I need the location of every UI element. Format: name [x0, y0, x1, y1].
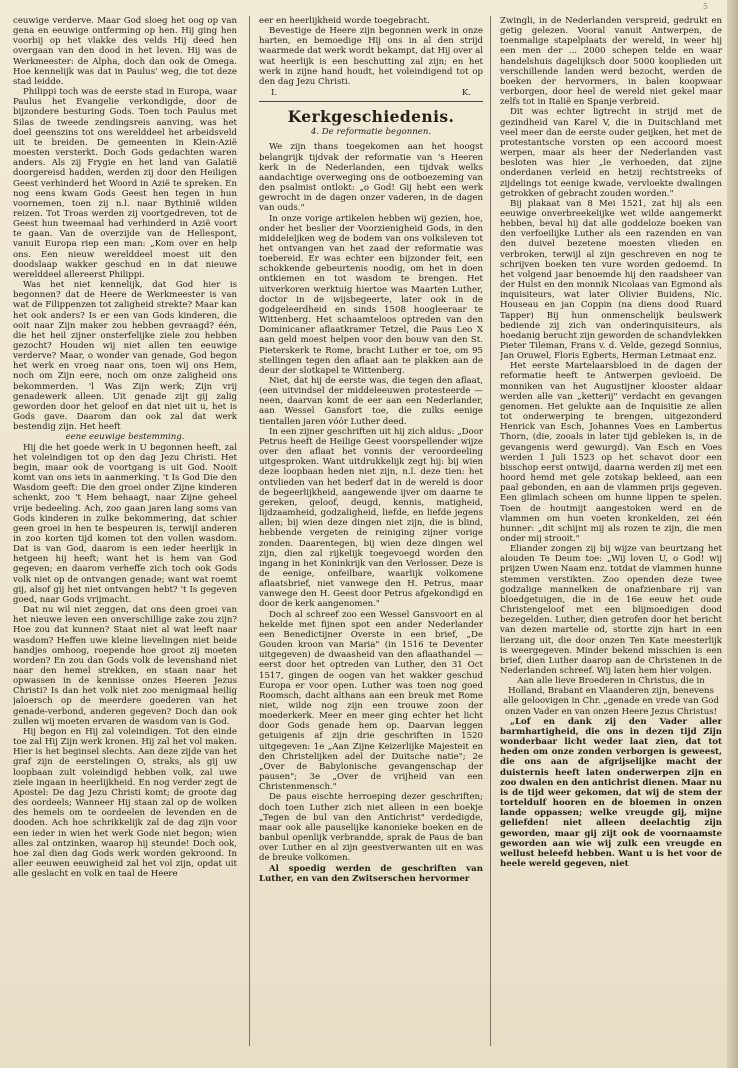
column-divider [249, 16, 250, 1046]
section-subheading: eene eeuwige bestemming. [65, 432, 185, 443]
page-mark: 5 [702, 2, 708, 11]
paragraph: Het eerste Martelaarsbloed in de dagen der reformatie heeft te Antwerpen gevloeid. De monniken van het Augustijner klooster aldaar werden alle van „ketterij" verdacht en gevangen genomen. Het gelukte aan de Inquisitie ze allen tot onderwerping te brengen, uitgezonderd Henrick van Esch, Johannes Voes en Lambertus Thorn, (die, zooals in later tijd gebleken is, in de gevangenis werd gewurgd). Van Esch en Voes werden 1 Juli 1523 op het schavot door een bisschop eerst ontwijd, daarna werden zij met een hoord hemd met gele zotskap bekleed, aan een paal gebonden, en aan de vlammen prijs gegeven. Een glimlach scheen om hunne lippen te spelen. Toen de houtmijt aangestoken werd en de vlammen om hun voeten kronkelden, zei één hunner: „dit schijnt mij als rozen te zijn, die men onder mij strooit." [500, 361, 722, 544]
paragraph: Hij begon en Hij zal voleindigen. Tot den einde toe zal Hij Zijn werk kronen. Hij zal het vol maken. Hier is het beginsel slechts. Aan deze zijde van het graf zijn de eerstelingen O, straks, als gij uw loopbaan zult voleindigd hebben volk, zal uwe ziele ingaan in heerlijkheid. En nog verder zegt de Apostel: De dag Jezu Christi komt; de groote dag des oordeels; Wanneer Hij staan zal op de wolken des hemels om te oordeelen de levenden en de dooden. Ach hoe schrikkelijk zal de dag zijn voor een ieder in wien het werk Gode niet begon; wien alles zal ontzinken, waarop hij steunde! Doch ook, hoe zal dien dag Gods werk worden gekroond. In aller eeuwen eeuwigheid zal het vol zijn, opdat uit alle geslacht en volk en taal de Heere [13, 726, 237, 880]
column-left [13, 16, 237, 1056]
signature-initial-left: I. [271, 88, 278, 99]
column-divider [490, 16, 491, 1046]
paragraph: Dat nu wil niet zeggen, dat ons deen groei van het nieuwe leven een onverschillige zake zou zijn? Hoe zou dat kunnen? Staat niet al wat leeft naar wasdom? Heffen uwe kleine lievelingen niet beide handjes omhoog, roepende hoe groot zij moeten worden? En zou dan Gods volk de levenshand niet naar den hemel strekken, en staan naar het opwassen in de kennisse onzes Heeren Jezus Christi? Is dan het volk niet zoo menigmaal heilig jaloersch op de meerdere goederen van het genade-verbond, anderen gegeven? Doch dan ook zullen wij moeten ervaren de wasdom van is God. [13, 605, 237, 727]
paragraph: De paus eischte herroeping dezer geschriften; doch toen Luther zich niet alleen in een boekje „Tegen de bul van den Antichrist" verdedigde, maar ook alle pauselijke kanonieke boeken en de banbul openlijk verbrandde, sprak de Paus de ban over Luther en al zijn geestverwanten uit en was de breuke volkomen. [259, 792, 483, 864]
paragraph: We zijn thans toegekomen aan het hoogst belangrijk tijdvak der reformatie van 's Heeren kerk in de Nederlanden, een tijdvak welks aandachtige overweging ons de ootboezeming van den psalmist ontlokt: „o God! Gij hebt een werk gewrocht in de dagen onzer vaderen, in de dagen van ouds." [259, 142, 483, 214]
paragraph: Dit was echter ligtrecht in strijd met de gezindheid van Karel V, die in Duitschland met veel meer dan de eerste ouder geijken, het met de protestantsche vorsten op een accoord moest werpen, maar als heer der Nederlanden vast besloten was hier „le verhoeden, dat zijne onderdanen verleid en hetzij rechtstreeks of zijdelings tot eenige kwade, vervloekte dwalingen getrokken of gebracht zouden worden." [500, 107, 722, 199]
paragraph: Bij plakaat van 8 Mei 1521, zat hij als een eeuwige onverbreekelijke wet wilde aangemerkt hebben, beval hij dat alle goddeloze boeken van den verfoeilijke Luther als een razenden en van den duivel bezetene moesten vlieden en verbroken, terwijl al zijn geschreven en nog te schrijven boeken ten vure worden gedoemd. In het volgend jaar benoemde hij den raadsheer van der Hulst en den monnik Nicolaas van Egmond als inquisiteurs, wat later Olivier Buidens, Nic. Houseau en jan Coppin (na diens dood Ruard Tapper) Bij hun onmenschelijk beulswerk bediende zij zich van onderinquisiteurs, als hoedanig berucht zijn geworden de schandvlekken Pieter Tileman, Frans v. d. Velde, gezegd Sonnius, Jan Oruwel, Floris Egberts, Herman Letmaat enz. [500, 198, 722, 362]
paragraph: In een zijner geschriften uit hij zich aldus: „Door Petrus heeft de Heilige Geest voorspellender wijze over den aflaat het vonnis der veroordeeling uitgesproken. Want uitdrukkelijk zegt hij: bij wien deze loopbaan heden niet zijn, n.l. deze tien: het ontvlieden van het bederf dat in de wereld is door de begeerlijkheid, aangewende ijver om daarne te gereken, geloof, deugd, kennis, matigheid, lijdzaamheid, godzaligheid, liefde, en liefde jegens allen; bij wien deze dingen niet zijn, die is blind, hebbende vergeten de reiniging zijner vorige zonden. Daarentegen, bij wien deze dingen wel zijn, dien zal rijkelijk toegevoegd worden den ingang in het Koninkrijk van den Verlosser. Deze is de eenige, onfeilbare, waarlijk volkomene aflaatsbrief, niet vanwege den H. Petrus, maar vanwege den H. Geest door Petrus afgekondigd en door de kerk aangenomen." [259, 426, 483, 610]
paragraph: In onze vorige artikelen hebben wij gezien, hoe, onder het beslier der Voorzienigheid Gods, in den middeleljken weg de bodem van ons volksleven tot het ontvangen van het zaad der reformatie was toebereid. Er was echter een bijzonder feit, een schokkende gebeurtenis noodig, om het in doen ontkiemen en tot wasdom te brengen. Het uitverkoren werktuig hiertoe was Maarten Luther, doctor in de wijsbegeerte, later ook in de godgeleerdheid en sinds 1508 hoogleeraar te Wittenberg. Het schaamteloos optreden van den Dominicaner aflaatkramer Tetzel, die Paus Leo X aan geld moest helpen voor den bouw van den St. Pieterskerk te Rome, bracht Luther er toe, om 95 stellingen tegen den aflaat aan te plakken aan de deur der slotkapel te Wittenberg. [259, 213, 483, 376]
signature-initial-right: K. [461, 88, 471, 99]
paragraph: eer en heerlijkheid worde toegebracht. [259, 16, 430, 26]
scan-edge-shadow [727, 0, 738, 1068]
paragraph: Zwingli, in de Nederlanden verspreid, gedrukt en getig gelezen. Vooral vanuit Antwerpen, de toenmalige stapelplaats der wereld, in weer hij een men der ... 2000 schepen telde en waar handelshuis dagelijksch door 5000 kooplieden uit verschillende landen werd bezocht, werden de boeken der hervormers, in balen koopwaar verborgen, door heel de wereld niet gekel maar zelfs tot in Italië en Spanje verbreid. [500, 16, 722, 108]
letter-body: „Lof en dank zij den Vader aller barmhartigheid, die ons in dezen tijd Zijn wonderbaar licht weder laat zien, dat tot heden om onze zonden verborgen is geweest, die ons aan de afgrijselijke macht der duisternis heeft laten onderwerpen zijn en zoo dwalen en den antichrist dienen. Maar nu is de tijd weer gekomen, dat wij de stem der torteldulf hooren en de bloemen in onzen lande oppassen; welke vreugde gij, mijne geliefden! niet alleen deelachtig zijn geworden, maar gij zijt ook de voornaamste geworden aan wie wij zulk een vreugde en wellust beleefd hebben. Want u is het voor de heele wereld gegeven, niet [500, 716, 722, 869]
paragraph: Eliander zongen zij bij wijze van beurtzang het alouden Te Deum toe: „Wij loven U, o God! wij prijzen Uwen Naam enz. totdat de vlammen hunne stemmen verstikten. Zoo openden deze twee godzalige mannelken de onafzienbare rij van bloedgetuigen, die in de 16e eeuw het oude Christengeloof met een blijmoedigen dood bezegelden. Luther, dien getrofen door het bericht van dezen martelie od, stortte zijn hart in een lierzang uit, die door onzen Ten Kate meesterlijk is weergegeven. Minder bekend misschien is een brief, dien Luther daarop aan de Christenen in de Nederlanden schreef. Wij laten hem hier volgen. [500, 544, 722, 676]
paragraph: Hij die het goede werk in U begonnen heeft, zal het voleindigen tot op den dag Jezu Christi. Het begin, maar ook de voortgang is uit God. Nooit komt van ons iets in aanmerking. 't Is God Die den Wasdom geeft: Die den groei onder Zijne kinderen schenkt, zoo 't Hem behaagt, naar Zijne geheel vrije bedeeling. Ach, zoo gaan jaren lang soms van Gods kinderen in zulke bekommering, dat schier geen groei in hen te bespeuren is, terwijl anderen in zoo korten tijd komen tot den vollen wasdom. Dat is van God, daarom is een ieder heerlijk in hetgeen hij heeft; want het is hem van God gegeven; en daarom verheffe zich toch ook Gods volk niet op de ontvangen genade; want wat roemt gij, alsof gij het niet ontvangen hebt? 't Is gegeven goed, naar Gods vrijmacht. [13, 442, 237, 605]
paragraph: Was het niet kennelijk, dat God hier is begonnen? dat de Heere de Werkmeester is van wat de Filippenzen tot zaligheid strekte? Maar kan het ook anders? Is er een van Gods kinderen, die ooit naar Zijn maker zou hebben gevraagd? één, die het heil zijner onsterfelijke ziele zou hebben gezocht? Houden wij niet allen ten eeuwige verderve? Maar, o wonder van genade, God begon het werk en vroeg naar ons, toen wij ons Hem, noch om Zijn eere, noch om onze zaligheid ons bekommerden. 'l Was Zijn werk; Zijn vrij genadewerk alleen. Uit genade zijt gij zalig geworden door het geloof en dat niet uit u, het is Gods gave. Daarom dan ook zal dat werk bestendig zijn. Het heeft [13, 280, 237, 433]
column-middle [259, 16, 483, 1056]
article-separator [259, 101, 483, 102]
paragraph: Bevestige de Heere zijn begonnen werk in onze harten, en bemoedige Hij ons in al den strijd waarmede dat werk wordt bekampt, dat Hij over al wat heerlijk is een beschutting zal zijn; en het werk in zijne hand houdt, het voleindigend tot op den dag Jezu Christi. [259, 26, 483, 87]
author-signature [259, 88, 483, 98]
letter-salutation: Aan alle lieve Broederen in Christus, die in Holland, Brabant en Vlaanderen zijn, benevens alle geloovigen in Chr. „genade en vrede van God onzen Vader en van onzen Heere Jezus Christus! [503, 676, 719, 717]
paragraph: Philippi toch was de eerste stad in Europa, waar Paulus het Evangelie verkondigde, door de bijzondere besturing Gods. Toen toch Paulus met Silas de tweede zendingsreis aanving, was het doel geenszins tot ons werelddeel het arbeidsveld uit te breiden. De gemeenten in Klein-Azië moesten versterkt. Doch Gods gedachten waren anders. Als zij Frygie en het land van Galatië doorgereisd hadden, werden zij door den Heiligen Geest verhinderd het Woord in Azië te spreken. En nog eens kwam Gods Geest hen tegen in hun voornemen, toen zij n.l. naar Bythinië wilden reizen. Tot Troas werden zij voortgedreven, tot de Geest hun tweemaal had verhinderd in Azië voort te gaan. Van de overzijde van de Hellespont, vanuit Europa riep een man: „Kom over en help ons. Een nieuw werelddeel moest uit den doodslaap wakker geschud en in dat nieuwe werelddeel allereerst Philippi. [13, 87, 237, 280]
column-right [500, 16, 722, 1056]
paragraph: Niet, dat hij de eerste was, die tegen den aflaat, (een uitvindsel der middeleeuwen protesteerde — neen, daarvan komt de eer aan een Nederlander, aan Wessel Gansfort toe, die zulks eenige tientallen jaren vóór Luther deed. [259, 376, 483, 427]
article-title: Kerkgeschiedenis. [287, 107, 455, 127]
article-subtitle: 4. De reformatie begonnen. [310, 127, 432, 138]
paragraph: ceuwige verderve. Maar God sloeg het oog op van gena en eeuwige ontferming op hen. Hij ging hen voorbij op het vlakke des velds Hij deed hen overgaan van den dood in het leven. Hij was de Werkmeester: de Alpha, doch dan ook de Omega. Hoe kennelijk was dat in Paulus' weg, die tot deze stad leidde. [13, 16, 237, 87]
paragraph: Doch al schreef zoo een Wessel Gansvoort en al hekelde met fijnen spot een ander Nederlander een Benedictijner Overste in een brief, „De Gouden kroon van Maria" (in 1516 te Deventer uitgegeven) de dwaasheid van den aflaathandel — eerst door het optreden van Luther, den 31 Oct 1517, gingen de oogen van het wakker geschud Europa er voor open. Luther was toen nog goed Roomsch, dacht althans aan een breuk met Rome niet, wilde nog zijn een trouwe zoon der moederkerk. Meer en meer ging echter het licht door Gods genade hem op. Daarvan leggen getuigenis af zijn drie geschriften in 1520 uitgegeven: 1e „Aan Zijne Keizerlijke Majesteit en den Christelijken adel der Duitsche natie"; 2e „Over de Babylonische gevangenschap der pausen"; 3e „Over de vrijheid van een Christenmensch." [259, 609, 483, 793]
paragraph: Al spoedig werden de geschriften van Luther, en van den Zwitserschen hervormer [259, 863, 483, 884]
